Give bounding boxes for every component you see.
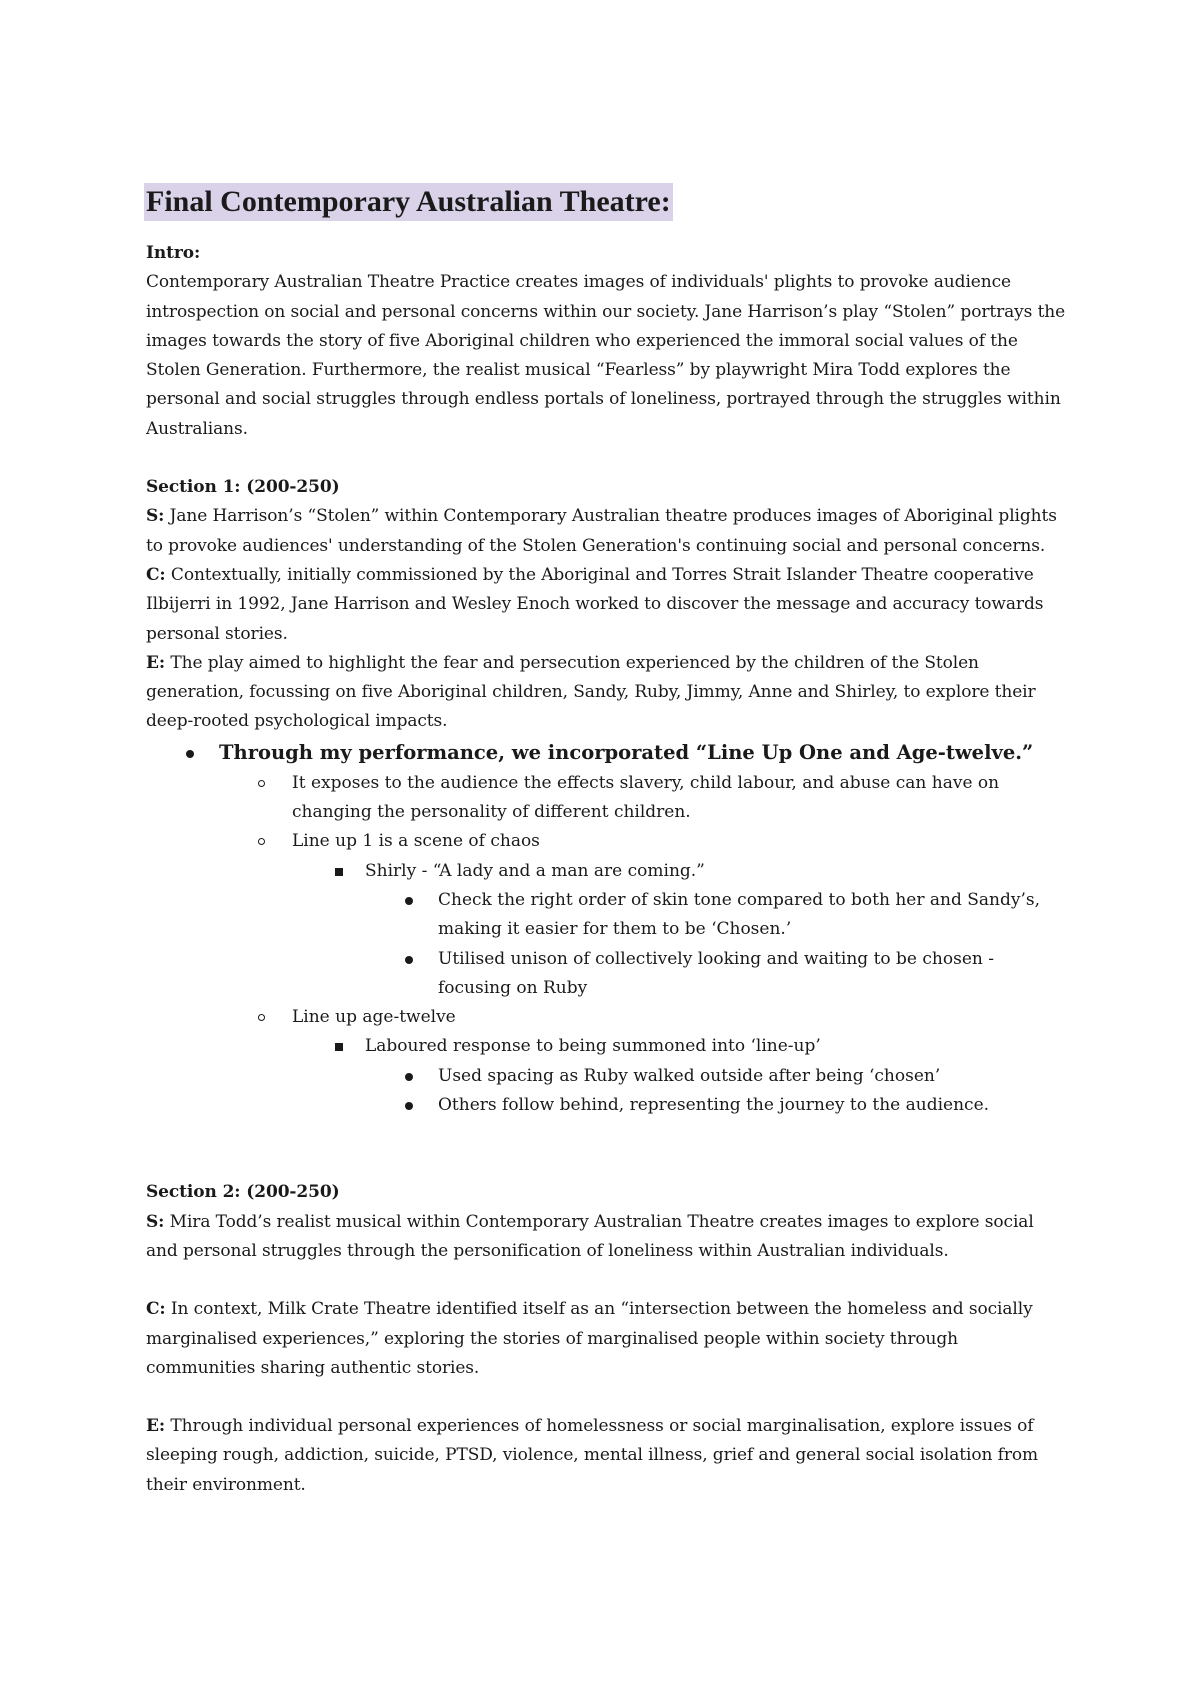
filled-circle-bullet-icon: [405, 956, 413, 964]
section1-e-paragraph: [146, 649, 1066, 737]
spacer: [146, 1266, 1066, 1295]
square-bullet-icon: [335, 1043, 343, 1051]
section2-s-label: S:: [146, 1211, 165, 1232]
section1-e-text: The play aimed to highlight the fear and persecution experienced by the children of the Stolen generation, focussing on five Aboriginal children, Sandy, Ruby, Jimmy, Anne and Shirley, to explore their deep-rooted psychological impacts.: [146, 652, 1036, 732]
section2-c-text: In context, Milk Crate Theatre identified itself as an “intersection between the homeless and socially marginalised experiences,” exploring the stories of marginalised people within society through communities sharing authentic stories.: [146, 1299, 1033, 1378]
filled-circle-bullet-icon: [186, 750, 194, 758]
intro-label: Intro:: [146, 243, 201, 263]
section1-heading: Section 1: (200-250): [146, 477, 340, 498]
section2-s-paragraph: [146, 1208, 1066, 1267]
list-item: Shirly - “A lady and a man are coming.”: [146, 857, 1066, 886]
section2-s-text: Mira Todd’s realist musical within Contemporary Australian Theatre creates images to explore social and personal struggles through the personification of loneliness within Australian individuals.: [146, 1211, 1034, 1261]
list-item: Through my performance, we incorporated “Line Up One and Age-twelve.”: [146, 737, 1066, 769]
filled-circle-bullet-icon: [405, 1102, 413, 1110]
list-item: Used spacing as Ruby walked outside after being ‘chosen’: [146, 1062, 1066, 1091]
section2-c-paragraph: [146, 1295, 1066, 1383]
section1-e-label: E:: [146, 652, 166, 673]
section1-c-paragraph: [146, 561, 1066, 649]
list-item: Utilised unison of collectively looking and waiting to be chosen - focusing on Ruby: [146, 945, 1066, 1004]
spacer: [146, 1120, 1066, 1178]
spacer: [146, 1383, 1066, 1412]
section2-c-label: C:: [146, 1299, 166, 1320]
section2-e-label: E:: [146, 1416, 166, 1437]
hollow-circle-bullet-icon: [258, 780, 265, 787]
list-item: It exposes to the audience the effects slavery, child labour, and abuse can have on changing the personality of different children.: [146, 769, 1066, 828]
document-title: Final Contemporary Australian Theatre:: [144, 183, 673, 221]
intro-paragraph: Contemporary Australian Theatre Practice creates images of individuals' plights to provoke audience introspection on social and personal concerns within our society. Jane Harrison’s play “Stolen” portrays the images towards the story of five Aboriginal children who experienced the immoral social values of the Stolen Generation. Furthermore, the realist musical “Fearless” by playwright Mira Todd explores the personal and social struggles through endless portals of loneliness, portrayed through the struggles within Australians.: [146, 272, 1066, 439]
list-item: Others follow behind, representing the journey to the audience.: [146, 1091, 1066, 1120]
section1-c-label: C:: [146, 564, 166, 585]
section2-e-paragraph: [146, 1412, 1066, 1500]
hollow-circle-bullet-icon: [258, 838, 265, 845]
section2-e-text: Through individual personal experiences of homelessness or social marginalisation, explore issues of sleeping rough, addiction, suicide, PTSD, violence, mental illness, grief and general social isolation from their environment.: [146, 1416, 1039, 1495]
list-item: Laboured response to being summoned into ‘line-up’: [146, 1032, 1066, 1061]
section1-bullet-list: [146, 737, 1066, 1121]
list-item: Line up age-twelve: [146, 1003, 1066, 1032]
hollow-circle-bullet-icon: [258, 1014, 265, 1021]
spacer: [146, 444, 1066, 473]
document-page: [146, 183, 1066, 1500]
section1-c-text: Contextually, initially commissioned by the Aboriginal and Torres Strait Islander Theatre cooperative Ilbijerri in 1992, Jane Harrison and Wesley Enoch worked to discover the message and accuracy towards personal stories.: [146, 564, 1044, 644]
filled-circle-bullet-icon: [405, 1073, 413, 1081]
section1-s-label: S:: [146, 506, 165, 527]
list-item: Line up 1 is a scene of chaos: [146, 827, 1066, 856]
section2-heading: Section 2: (200-250): [146, 1182, 340, 1203]
section1-s-text: Jane Harrison’s “Stolen” within Contemporary Australian theatre produces images of Aboriginal plights to provoke audiences' understanding of the Stolen Generation's continuing social and personal concerns.: [146, 506, 1057, 556]
section1-s-paragraph: [146, 502, 1066, 561]
filled-circle-bullet-icon: [405, 897, 413, 905]
square-bullet-icon: [335, 868, 343, 876]
list-item: Check the right order of skin tone compared to both her and Sandy’s, making it easier for them to be ‘Chosen.’: [146, 886, 1066, 945]
